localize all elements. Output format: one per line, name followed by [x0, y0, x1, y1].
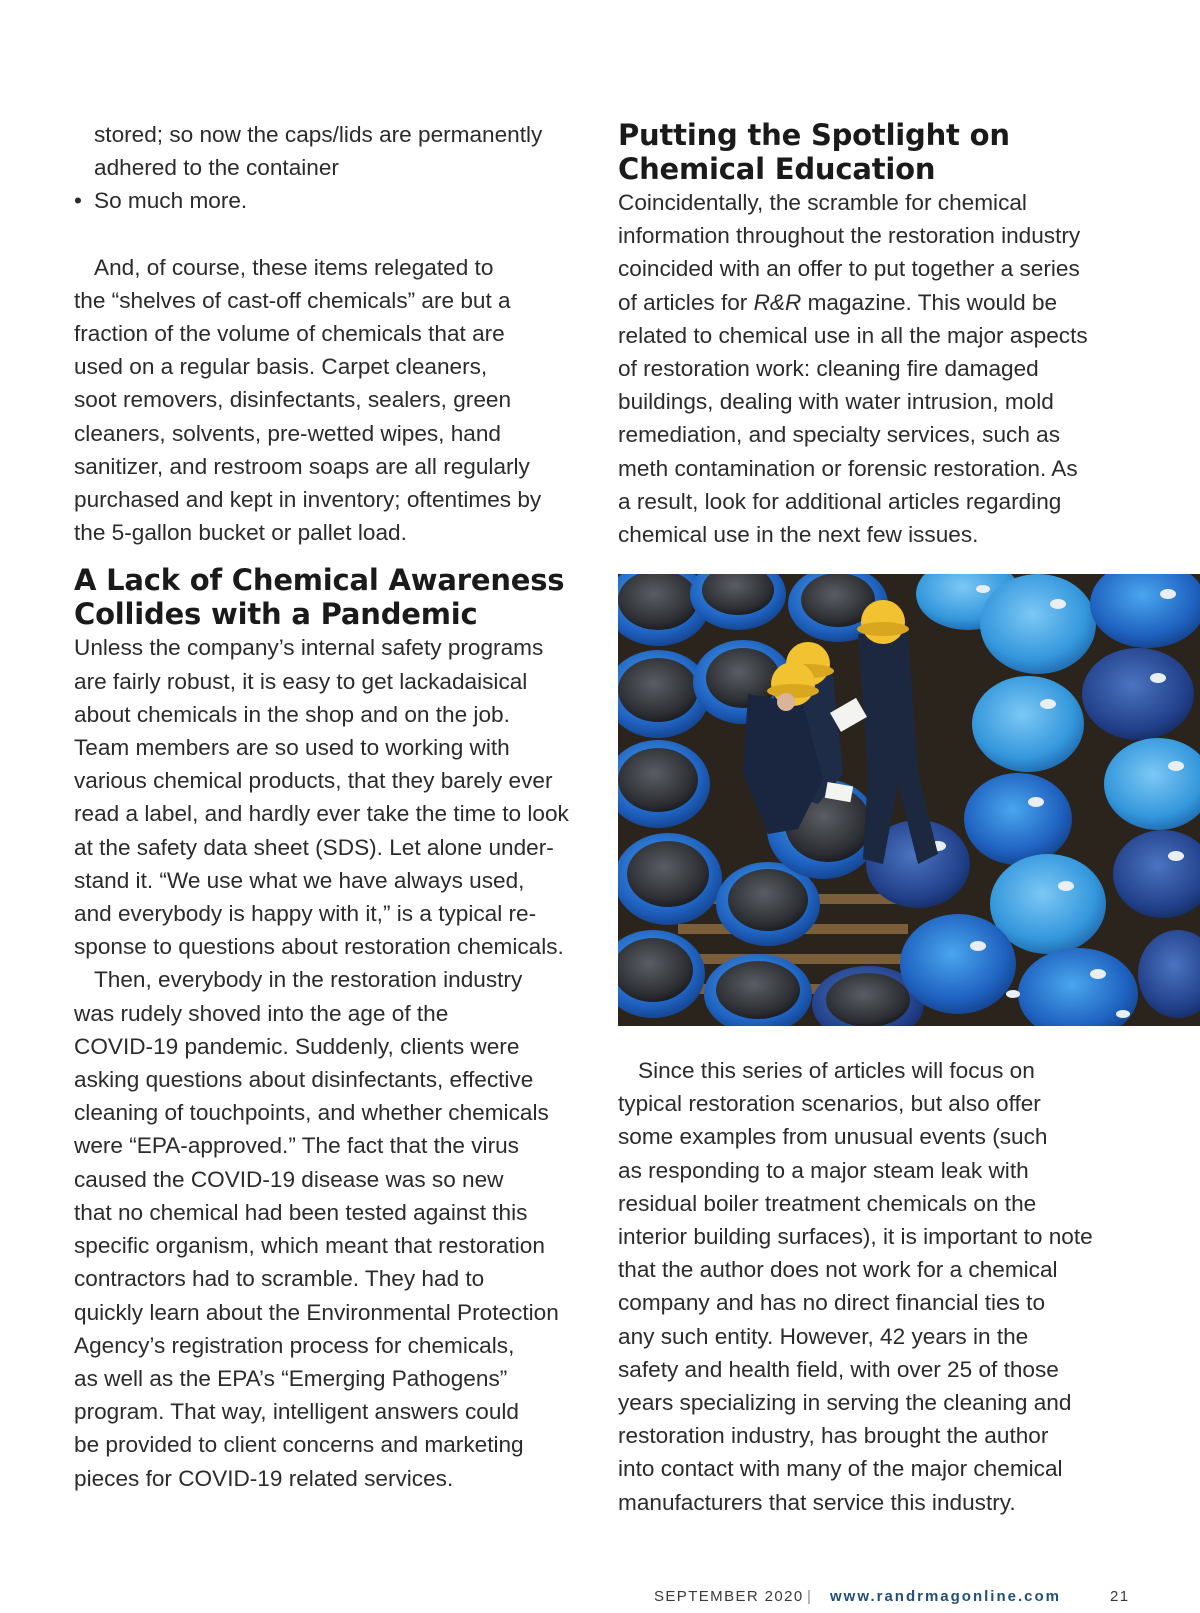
- text-line: the 5-gallon bucket or pallet load.: [74, 520, 407, 546]
- text-line: And, of course, these items relegated to: [94, 254, 494, 280]
- text-line: interior building surfaces), it is important to note: [618, 1224, 1093, 1250]
- text-line: are fairly robust, it is easy to get lackadaisical: [74, 668, 528, 694]
- text-line: specific organism, which meant that restoration: [74, 1233, 545, 1259]
- text-line: were “EPA-approved.” The fact that the virus: [74, 1133, 519, 1159]
- text-line: caused the COVID-19 disease was so new: [74, 1166, 504, 1192]
- text-line: quickly learn about the Environmental Protection: [74, 1299, 559, 1325]
- page-number: 21: [1110, 1588, 1130, 1605]
- text-line: pieces for COVID-19 related services.: [74, 1465, 454, 1491]
- text-line: typical restoration scenarios, but also offer: [618, 1091, 1041, 1117]
- barrels-illustration: [618, 574, 1200, 1026]
- text-line: asking questions about disinfectants, effective: [74, 1067, 534, 1093]
- left-column: [74, 118, 589, 1495]
- text-run: magazine. This would be: [801, 289, 1058, 315]
- text-line: stand it. “We use what we have always used,: [74, 867, 525, 893]
- text-line: program. That way, intelligent answers could: [74, 1399, 519, 1425]
- heading-line: Chemical Education: [618, 152, 936, 186]
- text-line: contractors had to scramble. They had to: [74, 1266, 485, 1292]
- paragraph: [618, 1054, 1138, 1519]
- paragraph: [74, 631, 589, 963]
- text-line: Team members are so used to working with: [74, 735, 510, 761]
- text-line: at the safety data sheet (SDS). Let alone under-: [74, 834, 554, 860]
- paragraph: [74, 963, 589, 1494]
- text-line: safety and health field, with over 25 of those: [618, 1356, 1059, 1382]
- paragraph: [74, 251, 589, 550]
- text-line: and everybody is happy with it,” is a typical re-: [74, 901, 537, 927]
- heading-line: Collides with a Pandemic: [74, 597, 478, 632]
- paragraph: [618, 186, 1128, 551]
- text-line: Unless the company’s internal safety programs: [74, 635, 544, 661]
- text-line: of restoration work: cleaning fire damaged: [618, 356, 1039, 382]
- barrels-photo: [618, 574, 1200, 1026]
- text-line: Coincidentally, the scramble for chemical: [618, 190, 1027, 215]
- website-link[interactable]: www.randrmagonline.com: [830, 1588, 1061, 1605]
- text-line: stored; so now the caps/lids are permanently: [94, 122, 543, 147]
- text-line: purchased and kept in inventory; oftentimes by: [74, 487, 542, 513]
- text-line: Then, everybody in the restoration industry: [94, 967, 523, 993]
- text-line: sponse to questions about restoration chemicals.: [74, 934, 564, 960]
- text-line: any such entity. However, 42 years in the: [618, 1323, 1029, 1349]
- text-line: related to chemical use in all the major aspects: [618, 322, 1088, 348]
- text-line: sanitizer, and restroom soaps are all regularly: [74, 453, 530, 479]
- magazine-name: R&R: [753, 289, 802, 315]
- text-line: manufacturers that service this industry.: [618, 1489, 1016, 1515]
- right-column: [618, 118, 1128, 551]
- heading-line: Putting the Spotlight on: [618, 118, 1010, 152]
- text-line: was rudely shoved into the age of the: [74, 1000, 449, 1026]
- text-run: of articles for: [618, 289, 754, 315]
- section-heading: [618, 118, 1128, 186]
- right-column-lower: [618, 1054, 1138, 1519]
- text-line: that the author does not work for a chemical: [618, 1257, 1058, 1283]
- text-line: some examples from unusual events (such: [618, 1124, 1048, 1150]
- text-line: adhered to the container: [94, 155, 339, 181]
- section-heading: [74, 563, 589, 631]
- bullet-item: [74, 184, 589, 217]
- issue-date: SEPTEMBER 2020: [654, 1588, 804, 1605]
- text-line: that no chemical had been tested against this: [74, 1199, 528, 1225]
- text-line: restoration industry, has brought the author: [618, 1423, 1049, 1449]
- text-line: Agency’s registration process for chemicals,: [74, 1332, 515, 1358]
- text-line: company and has no direct financial ties to: [618, 1290, 1046, 1316]
- text-line: meth contamination or forensic restoration. As: [618, 455, 1078, 481]
- text-line: cleaners, solvents, pre-wetted wipes, hand: [74, 420, 501, 446]
- text-line: read a label, and hardly ever take the time to look: [74, 801, 569, 827]
- text-line: as responding to a major steam leak with: [618, 1157, 1029, 1183]
- footer-separator: |: [807, 1588, 813, 1605]
- text-line: coincided with an offer to put together a series: [618, 256, 1080, 282]
- text-line: So much more.: [94, 188, 248, 214]
- text-line: fraction of the volume of chemicals that are: [74, 321, 505, 347]
- text-line: into contact with many of the major chemical: [618, 1456, 1063, 1482]
- bullet-dot: •: [74, 188, 82, 214]
- text-line: be provided to client concerns and marketing: [74, 1432, 524, 1458]
- continued-bullet: [74, 118, 589, 184]
- text-line: used on a regular basis. Carpet cleaners,: [74, 354, 488, 380]
- text-line: remediation, and specialty services, such as: [618, 422, 1061, 448]
- text-line: chemical use in the next few issues.: [618, 522, 979, 548]
- text-line: soot removers, disinfectants, sealers, green: [74, 387, 512, 413]
- text-line: years specializing in serving the cleaning and: [618, 1390, 1072, 1416]
- text-line: [618, 286, 1128, 319]
- text-line: COVID-19 pandemic. Suddenly, clients were: [74, 1033, 520, 1059]
- text-line: about chemicals in the shop and on the job.: [74, 701, 510, 727]
- text-line: various chemical products, that they barely ever: [74, 768, 553, 794]
- text-line: Since this series of articles will focus on: [638, 1058, 1035, 1083]
- text-line: a result, look for additional articles regarding: [618, 488, 1062, 514]
- text-line: buildings, dealing with water intrusion, mold: [618, 389, 1054, 415]
- heading-line: A Lack of Chemical Awareness: [74, 563, 565, 598]
- text-line: residual boiler treatment chemicals on the: [618, 1190, 1037, 1216]
- text-line: as well as the EPA’s “Emerging Pathogens”: [74, 1365, 508, 1391]
- text-line: information throughout the restoration industry: [618, 223, 1081, 249]
- text-line: the “shelves of cast-off chemicals” are but a: [74, 287, 511, 313]
- text-line: cleaning of touchpoints, and whether chemicals: [74, 1100, 549, 1126]
